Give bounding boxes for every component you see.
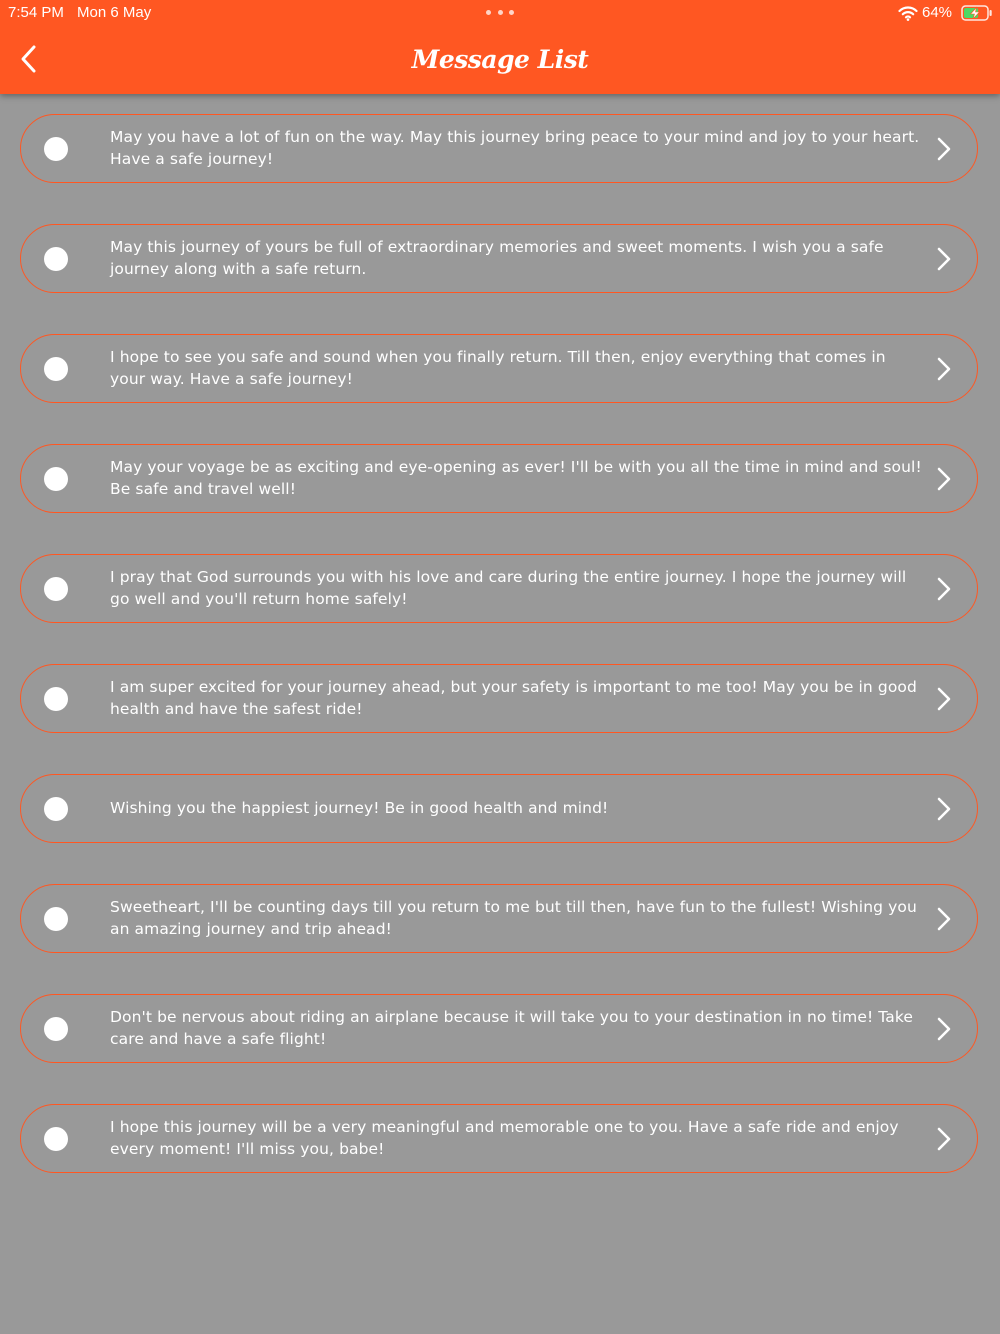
status-time: 7:54 PM	[8, 4, 64, 21]
radio-dot-icon	[44, 687, 68, 711]
message-row[interactable]	[20, 114, 978, 183]
message-text: Wishing you the happiest journey! Be in good health and mind!	[110, 799, 609, 817]
message-text: I pray that God surrounds you with his love and care during the entire journey. I hope the journey will go well and you'll return home safely!	[110, 568, 907, 608]
message-text: Don't be nervous about riding an airplane because it will take you to your destination in no time! Take care and have a safe flight!	[110, 1008, 914, 1048]
chevron-right-icon	[935, 686, 953, 712]
message-text: May you have a lot of fun on the way. May this journey bring peace to your mind and joy to your heart. Have a safe journey!	[110, 128, 920, 168]
radio-dot-icon	[44, 1127, 68, 1151]
chevron-right-icon	[935, 466, 953, 492]
radio-dot-icon	[44, 907, 68, 931]
radio-dot-icon	[44, 137, 68, 161]
battery-charging-icon	[961, 5, 993, 21]
nav-bar	[0, 0, 1000, 94]
chevron-right-icon	[935, 136, 953, 162]
message-row[interactable]	[20, 884, 978, 953]
radio-dot-icon	[44, 247, 68, 271]
chevron-right-icon	[935, 576, 953, 602]
page-title: Message List	[411, 45, 589, 74]
radio-dot-icon	[44, 467, 68, 491]
message-row[interactable]	[20, 774, 978, 843]
message-row[interactable]	[20, 664, 978, 733]
message-row[interactable]	[20, 994, 978, 1063]
radio-dot-icon	[44, 577, 68, 601]
radio-dot-icon	[44, 357, 68, 381]
status-bar	[0, 0, 1000, 26]
chevron-right-icon	[935, 906, 953, 932]
message-row[interactable]	[20, 444, 978, 513]
chevron-right-icon	[935, 1126, 953, 1152]
message-row[interactable]	[20, 1104, 978, 1173]
multitasking-dots-icon[interactable]	[486, 10, 514, 16]
chevron-right-icon	[935, 356, 953, 382]
message-text: May this journey of yours be full of extraordinary memories and sweet moments. I wish you a safe journey along with a safe return.	[110, 238, 884, 278]
message-row[interactable]	[20, 554, 978, 623]
status-date: Mon 6 May	[77, 4, 152, 21]
message-text: Sweetheart, I'll be counting days till you return to me but till then, have fun to the fullest! Wishing you an amazing journey and trip ahead!	[110, 898, 917, 938]
chevron-right-icon	[935, 1016, 953, 1042]
radio-dot-icon	[44, 797, 68, 821]
message-text: May your voyage be as exciting and eye-opening as ever! I'll be with you all the time in mind and soul! Be safe and travel well!	[110, 458, 922, 498]
message-row[interactable]	[20, 224, 978, 293]
message-text: I am super excited for your journey ahead, but your safety is important to me too! May you be in good health and have the safest ride!	[110, 678, 917, 718]
message-text: I hope this journey will be a very meaningful and memorable one to you. Have a safe ride and enjoy every moment! I'll miss you, babe!	[110, 1118, 899, 1158]
chevron-right-icon	[935, 796, 953, 822]
message-row[interactable]	[20, 334, 978, 403]
wifi-icon	[898, 5, 918, 21]
battery-percent: 64%	[922, 4, 953, 21]
chevron-right-icon	[935, 246, 953, 272]
radio-dot-icon	[44, 1017, 68, 1041]
message-text: I hope to see you safe and sound when you finally return. Till then, enjoy everything that comes in your way. Have a safe journey!	[110, 348, 886, 388]
